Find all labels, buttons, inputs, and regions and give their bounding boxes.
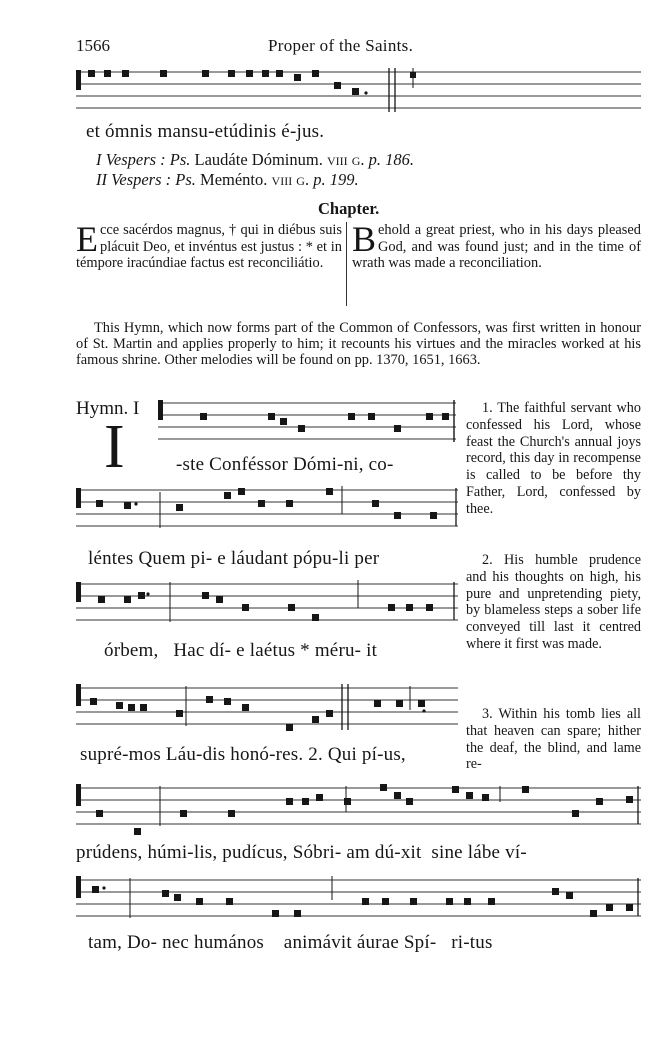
music-staff-6 — [76, 872, 641, 928]
chapter-divider — [346, 222, 347, 306]
chapter-english-initial: B — [352, 219, 377, 259]
staff-svg — [76, 872, 641, 928]
neumes — [88, 70, 368, 95]
second-vespers-line — [96, 170, 359, 190]
chapter-latin — [76, 219, 342, 272]
second-vespers-label: II Vespers : Ps. — [96, 170, 196, 189]
first-vespers-label: I Vespers : Ps. — [96, 150, 191, 169]
lyric-line-6: tam, Do- nec humános animávit áurae Spí- ri-tus — [88, 932, 493, 953]
staff-svg — [76, 484, 458, 534]
chapter-latin-text: cce sacérdos magnus, † qui in diébus suis plácuit Deo, et invéntus est justus : * et in témpore iracúndiae factus est reconciliátio. — [76, 222, 342, 272]
hymn-initial: I — [104, 413, 125, 481]
music-staff-3 — [76, 578, 458, 628]
first-vespers-psalm: Laudáte Dóminum. — [194, 150, 323, 169]
hymn-label: Hymn. I — [76, 398, 140, 419]
staff-svg — [76, 578, 458, 628]
staff-svg — [76, 680, 458, 738]
lyric-line-2: léntes Quem pi- e láudant pópu-li per — [88, 548, 380, 569]
page-number: 1566 — [76, 36, 110, 55]
staff-svg — [76, 780, 641, 838]
second-vespers-mode: viii g. — [271, 170, 310, 189]
music-staff-4 — [76, 680, 458, 738]
first-vespers-line — [96, 150, 414, 170]
chapter-english — [352, 219, 641, 272]
translation-stanza-1: 1. The faithful servant who confessed his Lord, whose feast the Church's annual joys record, this day in recompense is called to be before thy Father, Lord, confessed by thee. — [466, 400, 641, 517]
lyric-line-0: et ómnis mansu-etúdinis é-jus. — [86, 121, 325, 142]
music-staff-5 — [76, 780, 641, 838]
running-title: Proper of the Saints. — [268, 36, 414, 55]
music-staff-1 — [158, 398, 456, 446]
staff-svg — [76, 66, 641, 116]
staff-svg — [158, 398, 456, 446]
lyric-line-1: -ste Conféssor Dómi-ni, co- — [176, 454, 394, 475]
translation-stanza-2: 2. His humble prudence and his thoughts on high, his pure and unpretending piety, by blameless steps a sober life conveyed till last it centred where it first was made. — [466, 552, 641, 652]
chapter-english-text: ehold a great priest, who in his days pleased God, and was found just; and in the time of wrath was made a reconciliation. — [352, 222, 641, 272]
first-vespers-page: p. 186. — [368, 150, 415, 169]
music-staff-2 — [76, 484, 458, 534]
lyric-line-3: órbem, Hac dí- e laétus * méru- it — [104, 640, 378, 661]
second-vespers-page: p. 199. — [313, 170, 359, 189]
lyric-line-4: supré-mos Láu-dis honó-res. 2. Qui pí-us, — [80, 744, 406, 765]
first-vespers-mode: viii g. — [326, 150, 365, 169]
translation-stanza-3: 3. Within his tomb lies all that heaven can spare; hither the deaf, the blind, and lame re- — [466, 706, 641, 773]
chapter-heading: Chapter. — [318, 199, 380, 218]
music-staff-0 — [76, 66, 641, 116]
lyric-line-5: prúdens, húmi-lis, pudícus, Sóbri- am dú-xit sine lábe ví- — [76, 842, 527, 863]
clef-mark — [76, 70, 81, 90]
chapter-latin-initial: E — [76, 219, 98, 259]
hymn-intro-note: This Hymn, which now forms part of the Common of Confessors, was first written in honour of St. Martin and applies properly to him; it recounts his virtues and the miracles worked at his famous shrine. Other melodies will be found on pp. 1370, 1651, 1663. — [76, 320, 641, 369]
second-vespers-psalm: Meménto. — [200, 170, 268, 189]
